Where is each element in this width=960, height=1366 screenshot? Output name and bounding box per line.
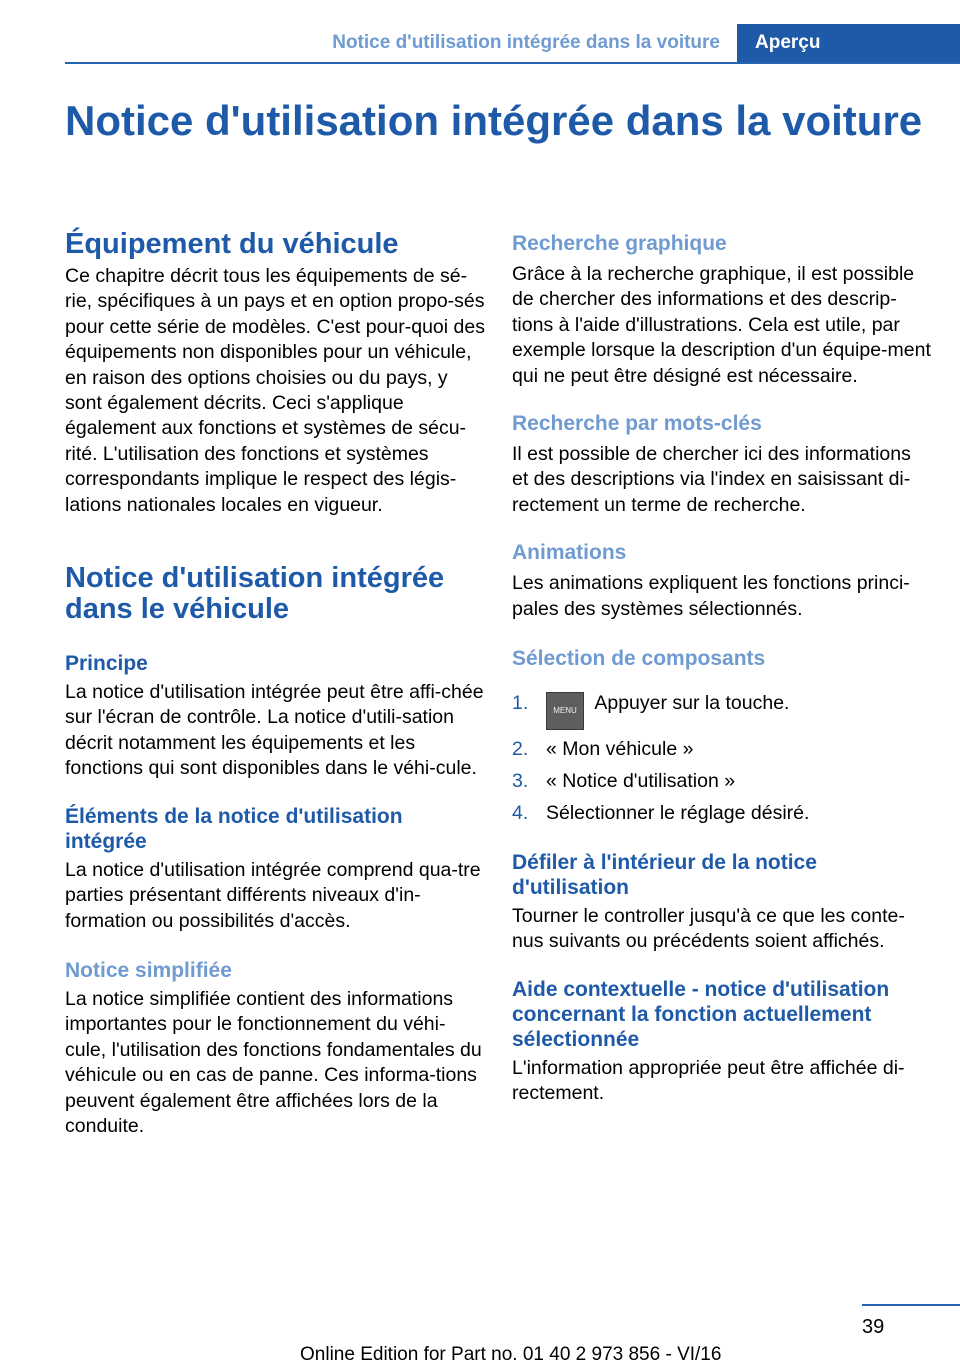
header-tab-apercu[interactable]: Aperçu bbox=[737, 24, 960, 63]
header-section-title: Notice d'utilisation intégrée dans la voiture bbox=[332, 32, 720, 53]
footer-rule bbox=[862, 1304, 960, 1306]
heading-defiler: Défiler à l'intérieur de la notice d'utilisation bbox=[512, 851, 817, 900]
heading-recherche-graphique: Recherche graphique bbox=[512, 232, 727, 255]
page-title: Notice d'utilisation intégrée dans la voiture bbox=[65, 97, 923, 144]
step-text: Appuyer sur la touche. bbox=[594, 692, 790, 715]
heading-selection-composants: Sélection de composants bbox=[512, 647, 766, 671]
step-text: « Notice d'utilisation » bbox=[546, 770, 736, 793]
step-number: 4. bbox=[512, 802, 529, 825]
text-recherche-graphique: Grâce à la recherche graphique, il est possible de chercher des informations et des descrip-tions à l'aide d'illustrations. Cela est utile, par exemple lorsque la description d'un équipe-ment qui ne peut être désigné est nécessaire. bbox=[512, 263, 931, 387]
text-notice-simplifiee: La notice simplifiée contient des informations importantes pour le fonctionnement du véhi-cule, l'utilisation des fonctions fondamentales du véhicule ou en cas de panne. Ces informa-tions peuvent également être affichées lors de la conduite. bbox=[65, 987, 482, 1137]
text-recherche-mots-cles: Il est possible de chercher ici des informations et des descriptions via l'index en saisissant di-rectement un terme de recherche. bbox=[512, 443, 911, 516]
heading-equipement: Équipement du véhicule bbox=[65, 228, 399, 260]
step-number: 2. bbox=[512, 738, 529, 761]
header-rule bbox=[65, 62, 960, 64]
step-number: 1. bbox=[512, 692, 529, 715]
heading-notice-vehicule: Notice d'utilisation intégrée dans le véhicule bbox=[65, 562, 445, 626]
text-equipement: Ce chapitre décrit tous les équipements de sé-rie, spécifiques à un pays et en option propo-sés pour cette série de modèles. C'est pour-quoi des équipements non disponibles pour un véhicule, en raison des options choisies ou du pays, y sont également décrits. Ceci s'applique également aux fonctions et systèmes de sécu-rité. L'utilisation des fonctions et systèmes correspondants implique le respect des légis-lations nationales locales en vigueur. bbox=[65, 265, 485, 516]
list-item bbox=[512, 769, 932, 794]
step-text: Sélectionner le réglage désiré. bbox=[546, 802, 810, 825]
heading-notice-simplifiee: Notice simplifiée bbox=[65, 958, 232, 982]
heading-principe: Principe bbox=[65, 652, 148, 676]
right-column bbox=[512, 228, 932, 1107]
step-text: « Mon véhicule » bbox=[546, 738, 694, 761]
heading-animations: Animations bbox=[512, 541, 627, 565]
heading-aide-contextuelle: Aide contextuelle - notice d'utilisation concernant la fonction actuellement sélectionnée bbox=[512, 977, 890, 1051]
text-aide-contextuelle: L'information appropriée peut être affichée di-rectement. bbox=[512, 1056, 905, 1105]
left-column bbox=[65, 228, 485, 1139]
steps-list bbox=[512, 685, 932, 826]
list-item bbox=[512, 737, 932, 762]
menu-button-icon[interactable]: MENU bbox=[546, 692, 584, 730]
text-animations: Les animations expliquent les fonctions princi-pales des systèmes sélectionnés. bbox=[512, 572, 910, 620]
text-principe: La notice d'utilisation intégrée peut être affi-chée sur l'écran de contrôle. La notice d'utili-sation décrit notamment les équipements et les fonctions qui sont disponibles dans le véhi-cule. bbox=[65, 681, 484, 780]
footer-edition: Online Edition for Part no. 01 40 2 973 856 - VI/16 bbox=[300, 1344, 722, 1365]
list-item bbox=[512, 801, 932, 826]
step-number: 3. bbox=[512, 770, 529, 793]
page-number: 39 bbox=[862, 1316, 885, 1338]
text-defiler: Tourner le controller jusqu'à ce que les conte-nus suivants ou précédents soient affichés. bbox=[512, 905, 905, 953]
heading-elements: Éléments de la notice d'utilisation intégrée bbox=[65, 804, 403, 853]
heading-recherche-mots-cles: Recherche par mots-clés bbox=[512, 412, 762, 436]
text-elements: La notice d'utilisation intégrée comprend qua-tre parties présentant différents niveaux d'in-formation ou possibilités d'accès. bbox=[65, 858, 481, 932]
list-item bbox=[512, 685, 932, 730]
